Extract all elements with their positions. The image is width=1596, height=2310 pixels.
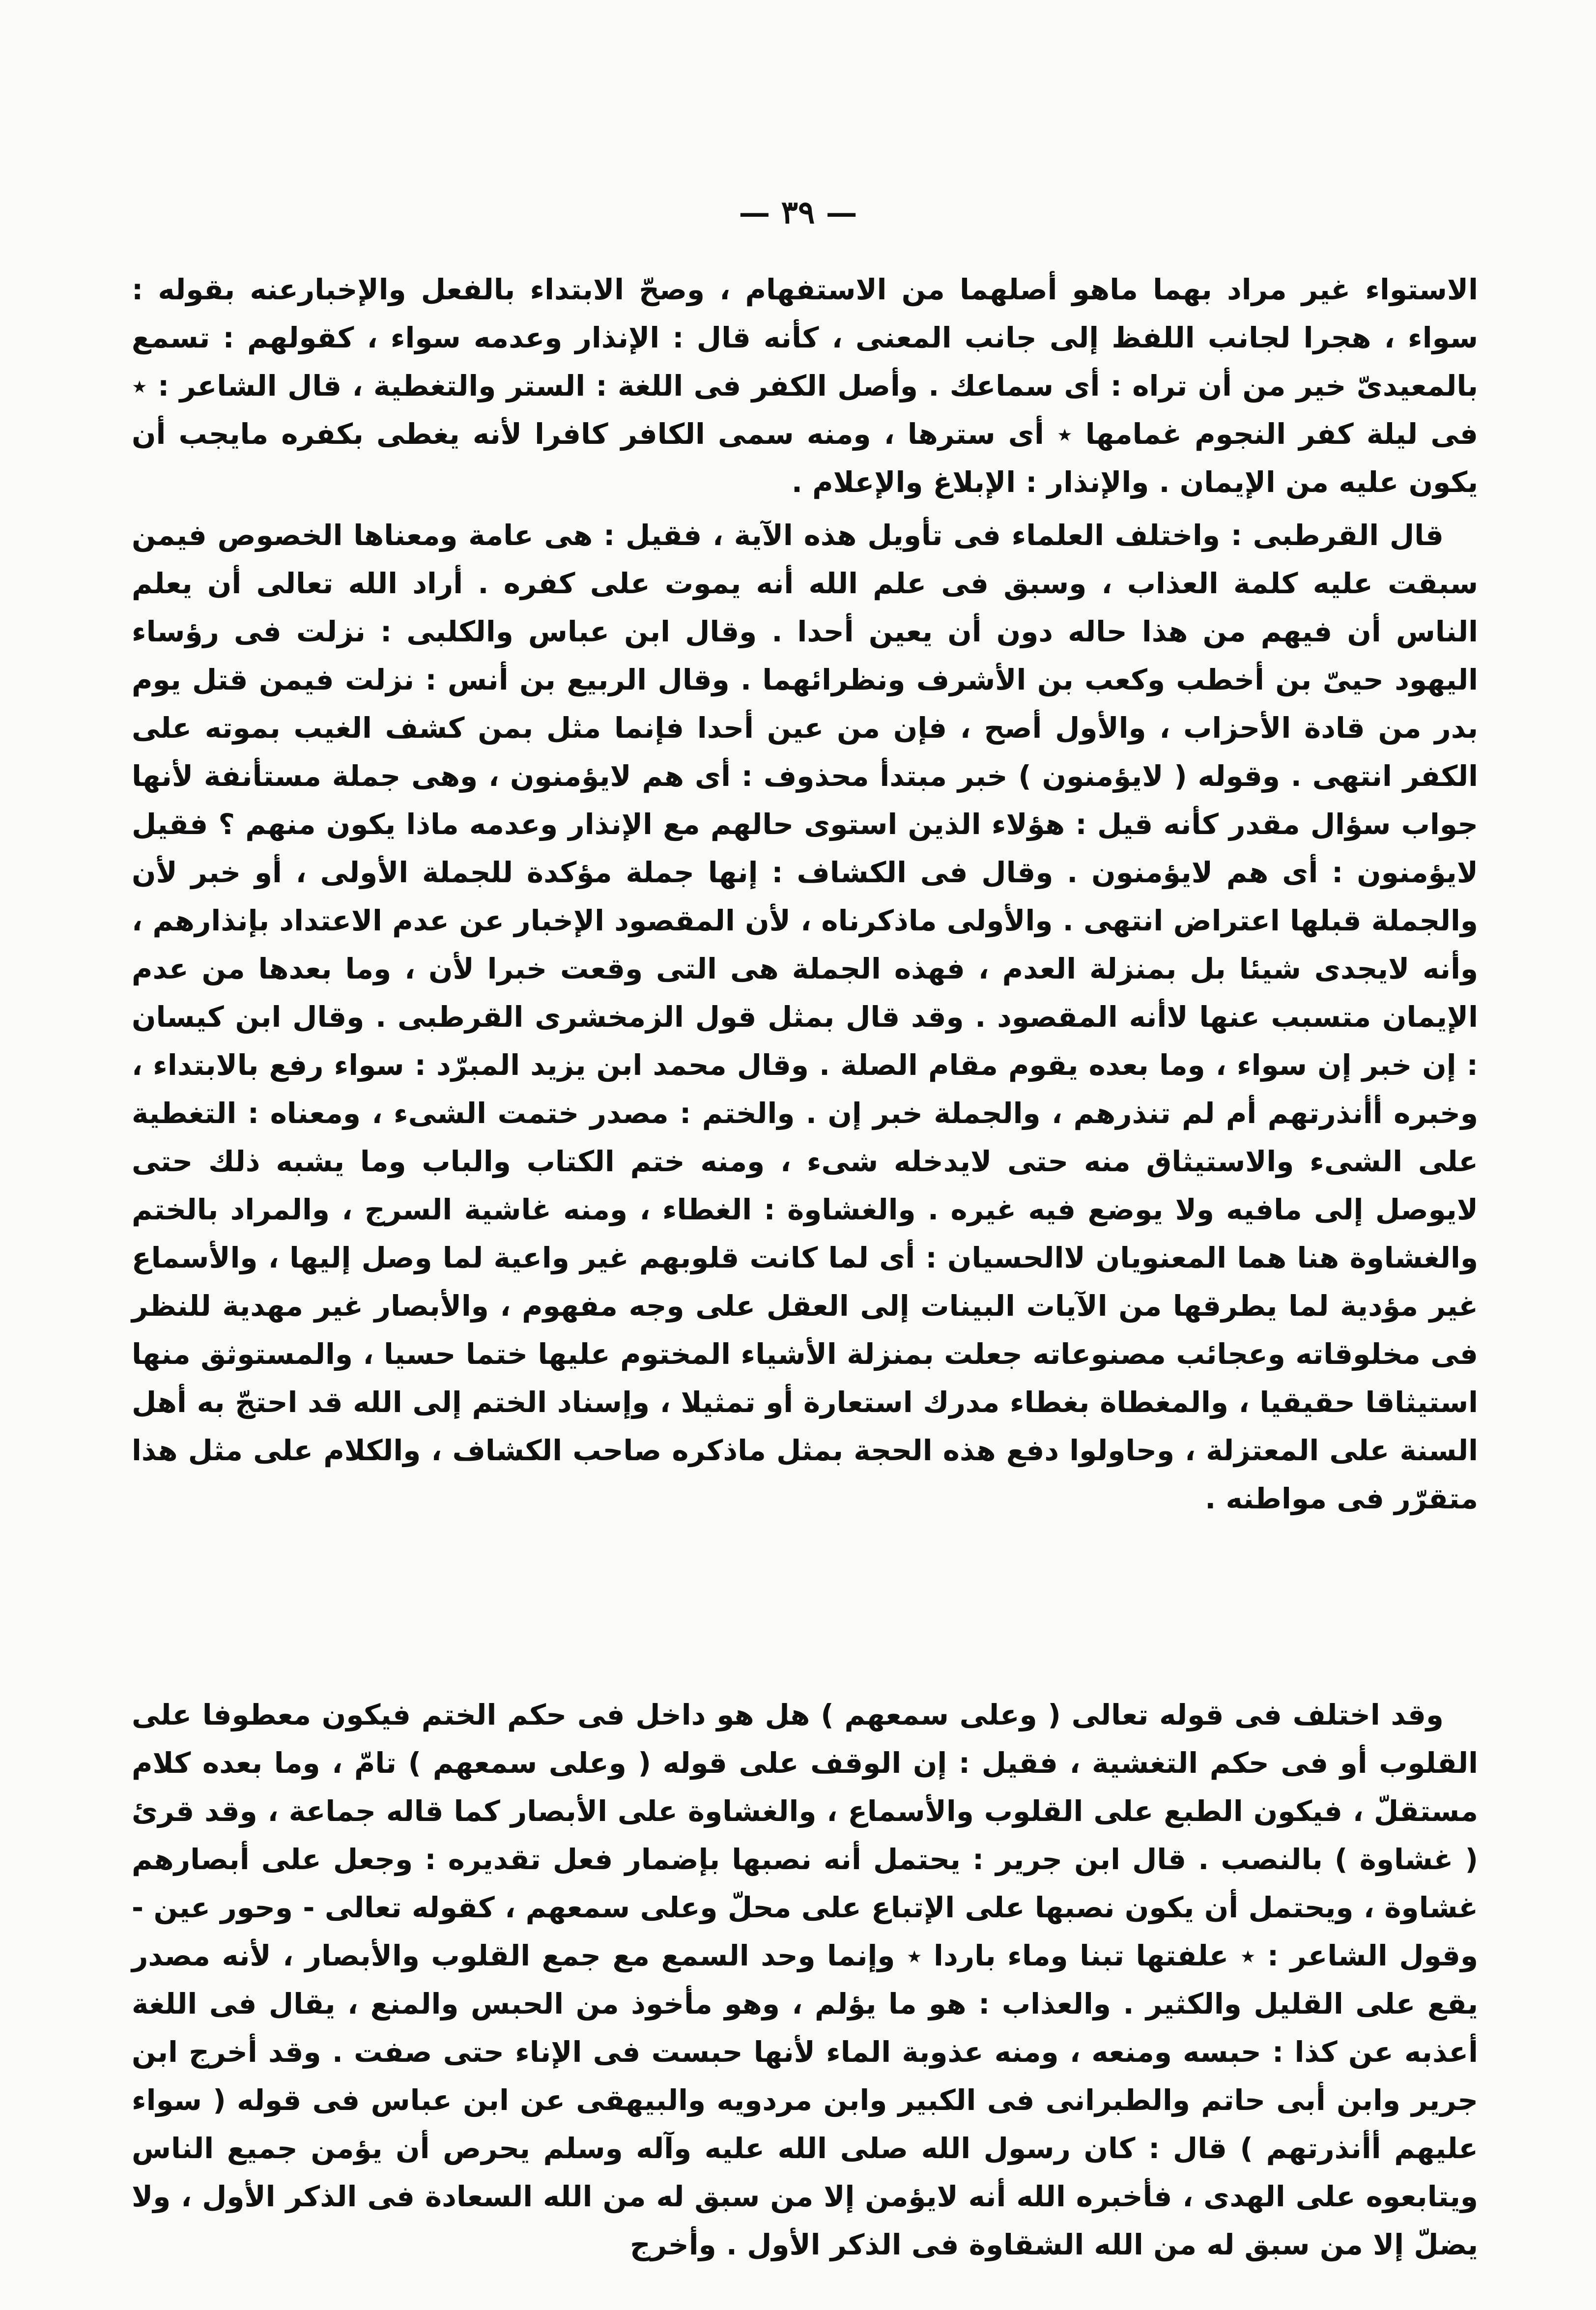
page-number: — ٣٩ —: [739, 194, 857, 231]
paragraph-text: الاستواء غير مراد بهما ماهو أصلهما من الاستفهام ، وصحّ الابتداء بالفعل والإخبارعنه بقوله : سواء ، هجرا لجانب اللفظ إلى جانب المعنى ، كأنه قال : الإنذار وعدمه سواء ، كقولهم : تسمع بالمعيدىّ خير من أن تراه : أى سماعك . وأصل الكفر فى اللغة : الستر والتغطية ، قال الشاعر : ٭ فى ليلة كفر النجوم غمامها ٭ أى سترها ، ومنه سمى الكافر كافرا لأنه يغطى بكفره مايجب أن يكون عليه من الإيمان . والإنذار : الإبلاغ والإعلام .: [132, 273, 1478, 499]
paragraph-3: [132, 1691, 1478, 2269]
paragraph-text: وقد اختلف فى قوله تعالى ( وعلى سمعهم ) هل هو داخل فى حكم الختم فيكون معطوفا على القلوب أو فى حكم التغشية ، فقيل : إن الوقف على قوله ( وعلى سمعهم ) تامّ ، وما بعده كلام مستقلّ ، فيكون الطبع على القلوب والأسماع ، والغشاوة على الأبصار كما قاله جماعة ، وقد قرئ ( غشاوة ) بالنصب . قال ابن جرير : يحتمل أنه نصبها بإضمار فعل تقديره : وجعل على أبصارهم غشاوة ، ويحتمل أن يكون نصبها على الإتباع على محلّ وعلى سمعهم ، كقوله تعالى - وحور عين - وقول الشاعر : ٭ علفتها تبنا وماء باردا ٭ وإنما وحد السمع مع جمع القلوب والأبصار ، لأنه مصدر يقع على القليل والكثير . والعذاب : هو ما يؤلم ، وهو مأخوذ من الحبس والمنع ، يقال فى اللغة أعذبه عن كذا : حبسه ومنعه ، ومنه عذوبة الماء لأنها حبست فى الإناء حتى صفت . وقد أخرج ابن جرير وابن أبى حاتم والطبرانى فى الكبير وابن مردويه والبيهقى عن ابن عباس فى قوله ( سواء عليهم أأنذرتهم ) قال : كان رسول الله صلى الله عليه وآله وسلم يحرص أن يؤمن جميع الناس ويتابعوه على الهدى ، فأخبره الله أنه لايؤمن إلا من سبق له من الله السعادة فى الذكر الأول ، ولا يضلّ إلا من سبق له من الله الشقاوة فى الذكر الأول . وأخرج: [132, 1698, 1478, 2261]
paragraph-text: قال القرطبى : واختلف العلماء فى تأويل هذه الآية ، فقيل : هى عامة ومعناها الخصوص فيمن سبقت عليه كلمة العذاب ، وسبق فى علم الله أنه يموت على كفره . أراد الله تعالى أن يعلم الناس أن فيهم من هذا حاله دون أن يعين أحدا . وقال ابن عباس والكلبى : نزلت فى رؤساء اليهود حيىّ بن أخطب وكعب بن الأشرف ونظرائهما . وقال الربيع بن أنس : نزلت فيمن قتل يوم بدر من قادة الأحزاب ، والأول أصح ، فإن من عين أحدا فإنما مثل بمن كشف الغيب بموته على الكفر انتهى . وقوله ( لايؤمنون ) خبر مبتدأ محذوف : أى هم لايؤمنون ، وهى جملة مستأنفة لأنها جواب سؤال مقدر كأنه قيل : هؤلاء الذين استوى حالهم مع الإنذار وعدمه ماذا يكون منهم ؟ فقيل لايؤمنون : أى هم لايؤمنون . وقال فى الكشاف : إنها جملة مؤكدة للجملة الأولى ، أو خبر لأن والجملة قبلها اعتراض انتهى . والأولى ماذكرناه ، لأن المقصود الإخبار عن عدم الاعتداد بإنذارهم ، وأنه لايجدى شيئا بل بمنزلة العدم ، فهذه الجملة هى التى وقعت خبرا لأن ، وما بعدها من عدم الإيمان متسبب عنها لاأنه المقصود . وقد قال بمثل قول الزمخشرى القرطبى . وقال ابن كيسان : إن خبر إن سواء ، وما بعده يقوم مقام الصلة . وقال محمد ابن يزيد المبرّد : سواء رفع بالابتداء ، وخبره أأنذرتهم أم لم تنذرهم ، والجملة خبر إن . والختم : مصدر ختمت الشىء ، ومعناه : التغطية على الشىء والاستيثاق منه حتى لايدخله شىء ، ومنه ختم الكتاب والباب وما يشبه ذلك حتى لايوصل إلى مافيه ولا يوضع فيه غيره . والغشاوة : الغطاء ، ومنه غاشية السرج ، والمراد بالختم والغشاوة هنا هما المعنويان لاالحسيان : أى لما كانت قلوبهم غير واعية لما وصل إليها ، والأسماع غير مؤدية لما يطرقها من الآيات البينات إلى العقل على وجه مفهوم ، والأبصار غير مهدية للنظر فى مخلوقاته وعجائب مصنوعاته جعلت بمنزلة الأشياء المختوم عليها ختما حسيا ، والمستوثق منها استيثاقا حقيقيا ، والمغطاة بغطاء مدرك استعارة أو تمثيلا ، وإسناد الختم إلى الله قد احتجّ به أهل السنة على المعتزلة ، وحاولوا دفع هذه الحجة بمثل ماذكره صاحب الكشاف ، والكلام على مثل هذا متقرّر فى مواطنه .: [132, 519, 1478, 1515]
paragraph-1: [132, 265, 1478, 506]
paragraph-2: [132, 511, 1478, 1523]
